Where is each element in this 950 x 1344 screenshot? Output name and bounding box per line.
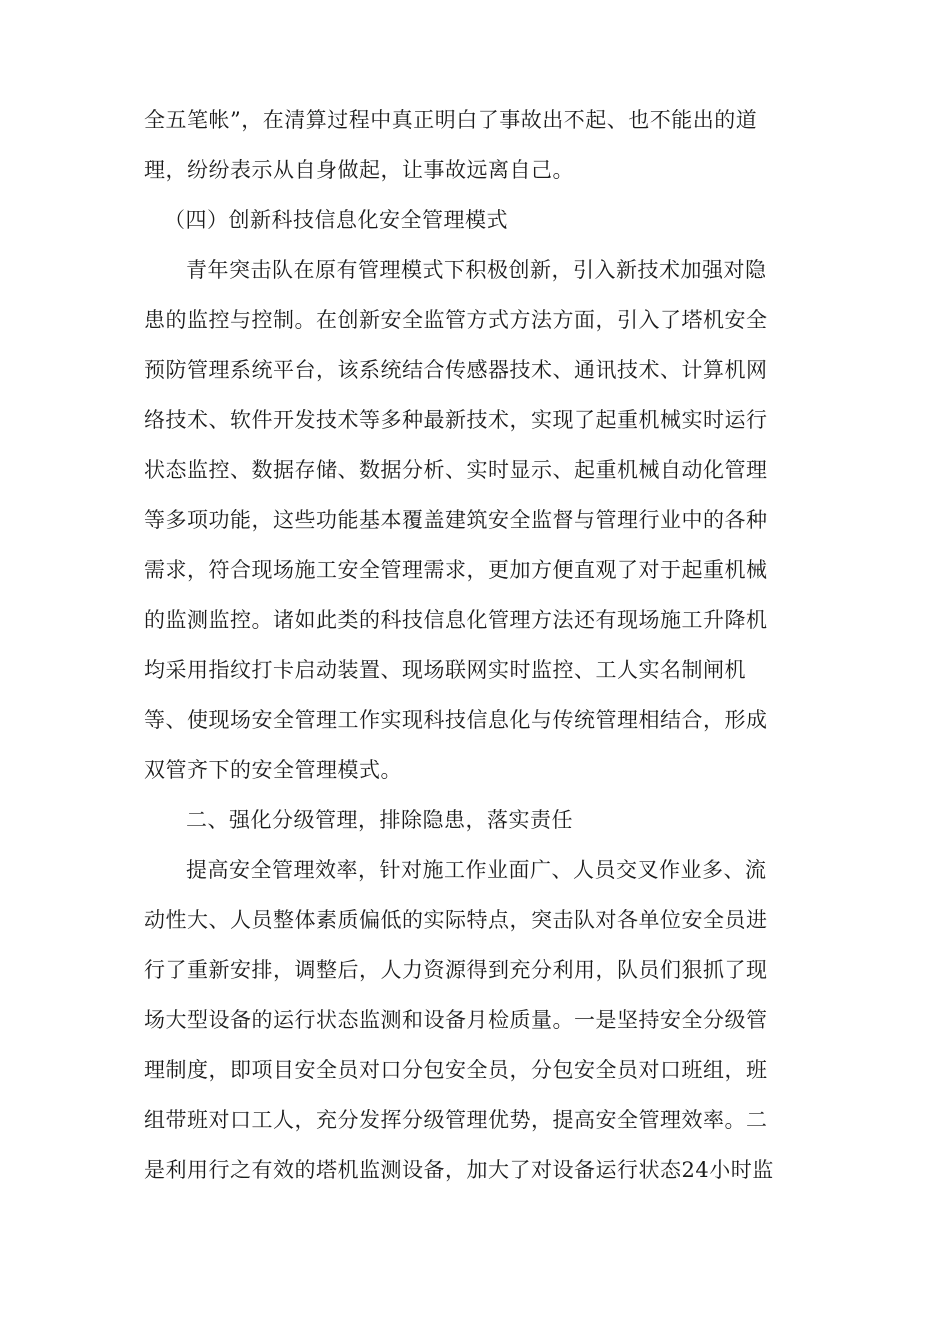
paragraph-line: 组带班对口工人，充分发挥分级管理优势，提高安全管理效率。二 <box>144 1108 768 1132</box>
paragraph-line: 等多项功能，这些功能基本覆盖建筑安全监督与管理行业中的各种 <box>144 508 768 532</box>
paragraph-line: 状态监控、数据存储、数据分析、实时显示、起重机械自动化管理 <box>144 458 768 482</box>
paragraph-line: 场大型设备的运行状态监测和设备月检质量。一是坚持安全分级管 <box>144 1008 768 1032</box>
section-heading: 二、强化分级管理，排除隐患，落实责任 <box>186 808 573 832</box>
paragraph-line: 青年突击队在原有管理模式下积极创新，引入新技术加强对隐 <box>186 258 767 282</box>
paragraph-line: 理制度，即项目安全员对口分包安全员，分包安全员对口班组，班 <box>144 1058 768 1082</box>
paragraph-line: 患的监控与控制。在创新安全监管方式方法方面，引入了塔机安全 <box>144 308 768 332</box>
section-heading: （四）创新科技信息化安全管理模式 <box>164 208 508 232</box>
paragraph-line: 双管齐下的安全管理模式。 <box>144 758 402 782</box>
paragraph-line: 提高安全管理效率，针对施工作业面广、人员交叉作业多、流 <box>186 858 767 882</box>
paragraph-line: 的监测监控。诸如此类的科技信息化管理方法还有现场施工升降机 <box>144 608 768 632</box>
paragraph-line: 络技术、软件开发技术等多种最新技术，实现了起重机械实时运行 <box>144 408 768 432</box>
paragraph-line: 全五笔帐”，在清算过程中真正明白了事故出不起、也不能出的道 <box>144 108 758 132</box>
paragraph-line: 是利用行之有效的塔机监测设备，加大了对设备运行状态24小时监 <box>144 1158 774 1182</box>
paragraph-line: 动性大、人员整体素质偏低的实际特点，突击队对各单位安全员进 <box>144 908 768 932</box>
paragraph-line: 需求，符合现场施工安全管理需求，更加方便直观了对于起重机械 <box>144 558 768 582</box>
paragraph-line: 均采用指纹打卡启动装置、现场联网实时监控、工人实名制闸机 <box>144 658 746 682</box>
paragraph-line: 预防管理系统平台，该系统结合传感器技术、通讯技术、计算机网 <box>144 358 768 382</box>
paragraph-line: 等、使现场安全管理工作实现科技信息化与传统管理相结合，形成 <box>144 708 768 732</box>
paragraph-line: 理，纷纷表示从自身做起，让事故远离自己。 <box>144 158 574 182</box>
paragraph-line: 行了重新安排，调整后，人力资源得到充分利用，队员们狠抓了现 <box>144 958 768 982</box>
